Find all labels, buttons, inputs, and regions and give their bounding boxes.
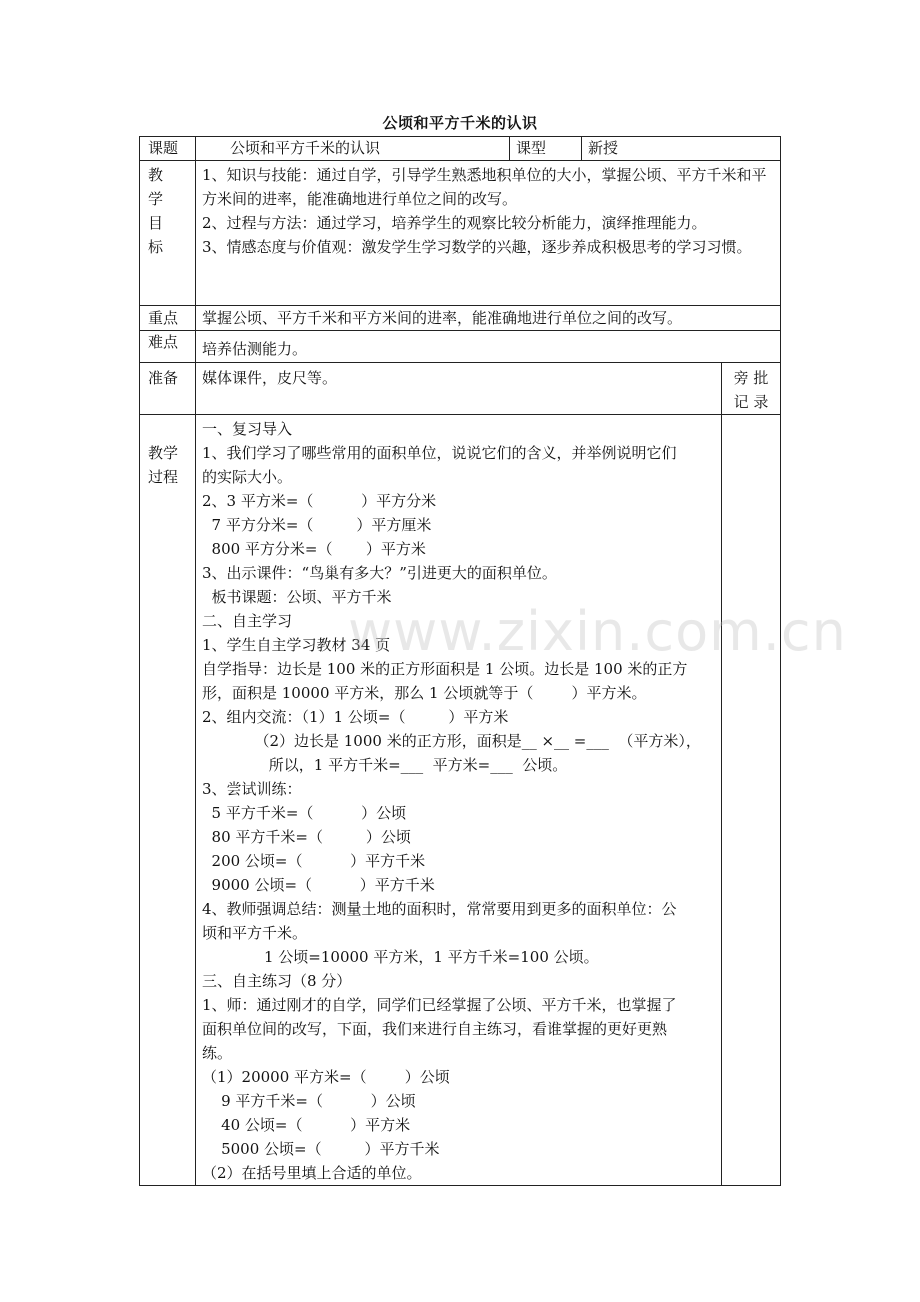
- goal-item: 1、知识与技能：通过自学，引导学生熟悉地积单位的大小，掌握公顷、平方千米和平方米间的进率，能准确地进行单位之间的改写。: [202, 166, 767, 208]
- process-label-line: 过程: [148, 468, 179, 486]
- process-line: 一、复习导入: [202, 420, 293, 438]
- topic-value: 公顷和平方千米的认识: [196, 137, 510, 161]
- process-line: 3、尝试训练：: [202, 780, 302, 798]
- process-line: 1、师：通过刚才的自学，同学们已经掌握了公顷、平方千米，也掌握了: [202, 996, 677, 1014]
- difficulty-label: 难点: [140, 331, 196, 363]
- goals-label-char: 标: [148, 238, 164, 256]
- process-line: （1）20000 平方米=（ ）公顷: [202, 1068, 450, 1086]
- process-line: 的实际大小。: [202, 468, 293, 486]
- header-row: [140, 137, 781, 161]
- watermark: www.zixin.com.cn: [348, 600, 847, 663]
- topic-label: 课题: [140, 137, 196, 161]
- process-line: 4、教师强调总结：测量土地的面积时，常常要用到更多的面积单位：公: [202, 900, 677, 918]
- process-line: 三、自主练习（8 分）: [202, 972, 352, 990]
- goal-item: 2、过程与方法：通过学习，培养学生的观察比较分析能力，演绎推理能力。: [202, 214, 707, 232]
- document-title: 公顷和平方千米的认识: [382, 114, 538, 132]
- process-line: 800 平方分米=（ ）平方米: [202, 540, 426, 558]
- process-line: 1、学生自主学习教材 34 页: [202, 636, 391, 654]
- type-label: 课型: [510, 137, 582, 161]
- process-line: 40 公顷=（ ）平方米: [202, 1116, 411, 1134]
- prep-row: [140, 363, 781, 415]
- process-line: 自学指导：边长是 100 米的正方形面积是 1 公顷。边长是 100 米的正方: [202, 660, 688, 678]
- process-line: 2、组内交流：（1）1 公顷=（ ）平方米: [202, 708, 509, 726]
- prep-text: 媒体课件，皮尺等。: [196, 363, 722, 415]
- process-line: 5 平方千米=（ ）公顷: [202, 804, 407, 822]
- side-notes-title-1: 旁 批: [733, 369, 769, 387]
- process-line: 2、3 平方米=（ ）平方分米: [202, 492, 437, 510]
- key-point-text: 掌握公顷、平方千米和平方米间的进率，能准确地进行单位之间的改写。: [196, 306, 781, 331]
- goals-label-char: 学: [148, 190, 164, 208]
- key-point-label: 重点: [140, 306, 196, 331]
- process-line: 板书课题：公顷、平方千米: [202, 588, 392, 606]
- process-label-line: 教学: [148, 444, 179, 462]
- process-line: 9000 公顷=（ ）平方千米: [202, 876, 435, 894]
- type-value: 新授: [582, 137, 781, 161]
- prep-label: 准备: [140, 363, 196, 415]
- process-line: 5000 公顷=（ ）平方千米: [202, 1140, 440, 1158]
- process-label: [140, 415, 196, 1186]
- goals-label: [140, 161, 196, 306]
- process-line: （2）在括号里填上合适的单位。: [202, 1164, 422, 1182]
- goals-label-char: 教: [148, 166, 164, 184]
- goal-item: 3、情感态度与价值观：激发学生学习数学的兴趣，逐步养成积极思考的学习习惯。: [202, 238, 752, 256]
- difficulty-row: [140, 331, 781, 363]
- goals-label-char: 目: [148, 214, 164, 232]
- process-line: 200 公顷=（ ）平方千米: [202, 852, 426, 870]
- process-line: 3、出示课件：“鸟巢有多大？”引进更大的面积单位。: [202, 564, 557, 582]
- process-line: 80 平方千米=（ ）公顷: [202, 828, 411, 846]
- process-line: 1、我们学习了哪些常用的面积单位，说说它们的含义，并举例说明它们: [202, 444, 677, 462]
- side-notes-title-2: 记 录: [733, 393, 769, 411]
- process-line: 顷和平方千米。: [202, 924, 308, 942]
- key-point-row: [140, 306, 781, 331]
- difficulty-text: 培养估测能力。: [196, 331, 781, 363]
- process-line: 形，面积是 10000 平方米，那么 1 公顷就等于（ ）平方米。: [202, 684, 647, 702]
- process-line: 面积单位间的改写，下面，我们来进行自主练习，看谁掌握的更好更熟: [202, 1020, 668, 1038]
- goals-content: [196, 161, 781, 306]
- goals-row: [140, 161, 781, 306]
- process-line: 7 平方分米=（ ）平方厘米: [202, 516, 432, 534]
- side-notes-area: [722, 415, 781, 1186]
- process-line: 练。: [202, 1044, 233, 1062]
- process-line: 9 平方千米=（ ）公顷: [202, 1092, 416, 1110]
- process-row: [140, 415, 781, 1186]
- side-notes-header: [722, 363, 781, 415]
- process-line: 1 公顷=10000 平方米，1 平方千米=100 公顷。: [202, 948, 599, 966]
- process-line: （2）边长是 1000 米的正方形，面积是__ ×__ =___ （平方米），: [202, 732, 701, 750]
- process-content: [196, 415, 722, 1186]
- process-line: 二、自主学习: [202, 612, 293, 630]
- process-line: 所以，1 平方千米=___ 平方米=___ 公顷。: [202, 756, 568, 774]
